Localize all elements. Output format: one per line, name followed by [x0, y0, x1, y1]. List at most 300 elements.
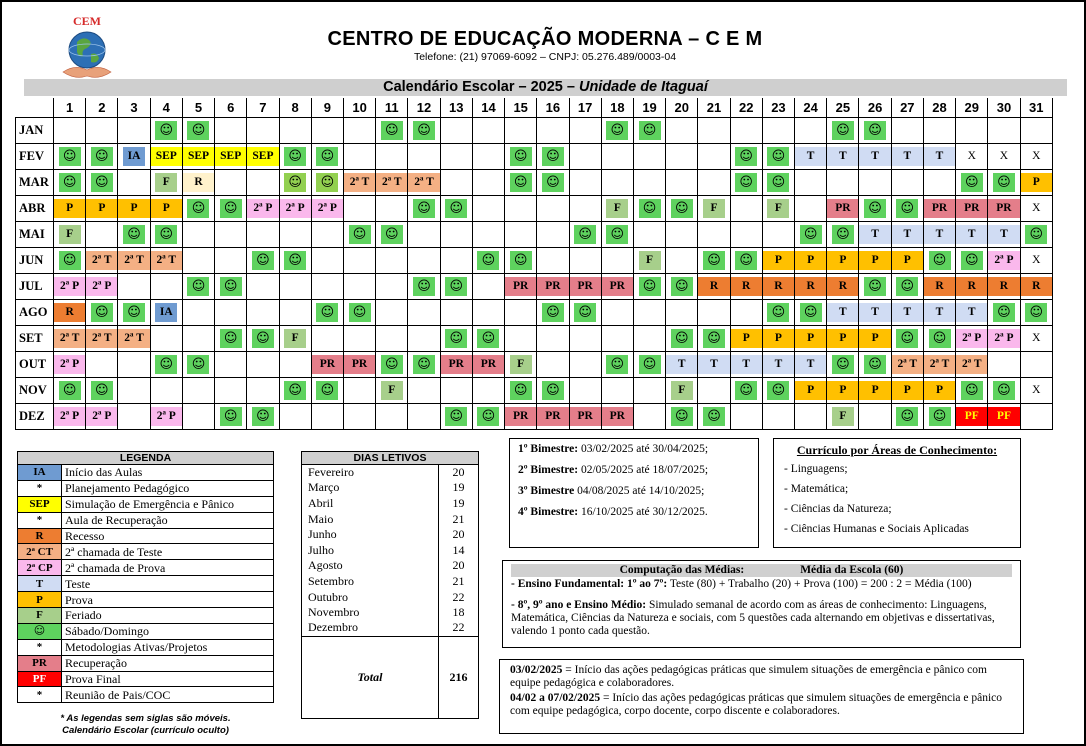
day-header: 14	[472, 98, 504, 117]
day-cell	[182, 195, 214, 221]
day-mark: F	[155, 173, 177, 192]
day-mark: F	[832, 407, 854, 426]
day-cell	[118, 325, 150, 351]
smiley-icon: ☺	[284, 251, 306, 270]
day-mark: PR	[505, 277, 536, 296]
day-mark: R	[731, 277, 762, 296]
day-cell	[54, 169, 86, 195]
day-header: 23	[762, 98, 794, 117]
day-cell	[118, 299, 150, 325]
day-header: 5	[182, 98, 214, 117]
day-cell	[408, 221, 440, 247]
day-cell	[408, 377, 440, 403]
dias-month: Julho	[302, 542, 439, 558]
day-header: 2	[86, 98, 118, 117]
day-cell	[54, 195, 86, 221]
day-mark: F	[639, 251, 661, 270]
day-cell	[311, 221, 343, 247]
smiley-icon: ☺	[59, 173, 81, 192]
smiley-icon: ☺	[252, 329, 274, 348]
month-label: JAN	[16, 117, 54, 143]
month-row	[16, 143, 1053, 169]
day-mark: T	[892, 147, 923, 166]
day-mark: PR	[570, 407, 601, 426]
day-cell	[311, 351, 343, 377]
day-header: 30	[988, 98, 1020, 117]
day-mark: R	[1021, 277, 1052, 296]
day-cell	[666, 299, 698, 325]
day-mark: 2ª P	[54, 407, 85, 426]
day-cell	[601, 143, 633, 169]
day-cell	[279, 221, 311, 247]
acao-text: = Início das ações pedagógicas práticas que simulem situações de emergência e pânico com equipe pedagógica, corpo docente, corpo discente e colaboradores.	[510, 692, 1003, 717]
day-mark: P	[763, 329, 794, 348]
day-mark: 2ª T	[956, 355, 987, 374]
day-mark: T	[795, 147, 826, 166]
day-cell	[440, 403, 472, 429]
legend-code: *	[18, 480, 62, 496]
day-cell	[601, 403, 633, 429]
day-cell	[859, 377, 891, 403]
month-label: OUT	[16, 351, 54, 377]
bimestre-dates: 03/02/2025 até 30/04/2025;	[578, 443, 709, 455]
dias-total-row	[302, 636, 479, 718]
day-cell	[505, 247, 537, 273]
day-mark: PR	[956, 199, 987, 218]
day-cell	[666, 143, 698, 169]
legend-table	[17, 451, 274, 703]
day-cell	[601, 273, 633, 299]
day-cell	[54, 221, 86, 247]
day-cell	[537, 117, 569, 143]
day-cell	[891, 169, 923, 195]
day-cell	[472, 299, 504, 325]
day-cell	[827, 325, 859, 351]
day-cell	[988, 247, 1020, 273]
day-mark: T	[763, 355, 794, 374]
day-cell	[923, 403, 955, 429]
day-cell	[343, 299, 375, 325]
day-cell	[988, 377, 1020, 403]
smiley-icon: ☺	[413, 121, 435, 140]
day-cell	[311, 403, 343, 429]
smiley-icon: ☺	[800, 225, 822, 244]
dias-count: 14	[439, 542, 479, 558]
dias-month: Junho	[302, 527, 439, 543]
dias-month: Março	[302, 480, 439, 496]
acao-text: = Início das ações pedagógicas práticas que simulem situações de emergência e pânico com equipe pedagógica e colaboradores.	[510, 664, 987, 689]
day-cell	[698, 169, 730, 195]
day-cell	[795, 221, 827, 247]
day-mark: P	[924, 381, 955, 400]
day-cell	[472, 221, 504, 247]
smiley-icon: ☺	[735, 147, 757, 166]
smiley-icon: ☺	[703, 251, 725, 270]
smiley-icon: ☺	[993, 173, 1015, 192]
day-cell	[988, 143, 1020, 169]
day-cell	[1020, 325, 1052, 351]
day-header: 17	[569, 98, 601, 117]
day-cell	[730, 221, 762, 247]
day-mark: PR	[602, 407, 633, 426]
day-cell	[827, 351, 859, 377]
day-cell	[215, 195, 247, 221]
day-cell	[376, 247, 408, 273]
day-cell	[891, 351, 923, 377]
day-cell	[569, 221, 601, 247]
day-cell	[988, 403, 1020, 429]
day-cell	[762, 325, 794, 351]
month-row	[16, 169, 1053, 195]
smiley-icon: ☺	[993, 381, 1015, 400]
day-cell	[537, 351, 569, 377]
smiley-icon: ☺	[220, 199, 242, 218]
smiley-icon: ☺	[477, 407, 499, 426]
day-cell	[923, 143, 955, 169]
day-cell	[247, 117, 279, 143]
smiley-icon: ☺	[155, 225, 177, 244]
legend-label: Início das Aulas	[62, 465, 274, 481]
curriculo-title: Currículo por Áreas de Conhecimento:	[796, 443, 998, 457]
smiley-icon: ☺	[91, 147, 113, 166]
smiley-icon: ☺	[381, 121, 403, 140]
day-mark: X	[1032, 149, 1041, 162]
day-cell	[150, 195, 182, 221]
day-cell	[698, 325, 730, 351]
day-cell	[923, 195, 955, 221]
day-cell	[311, 325, 343, 351]
day-mark: P	[731, 329, 762, 348]
day-cell	[698, 273, 730, 299]
day-cell	[311, 247, 343, 273]
day-cell	[859, 143, 891, 169]
smiley-icon: ☺	[735, 381, 757, 400]
month-label: MAR	[16, 169, 54, 195]
day-cell	[730, 351, 762, 377]
bimestre-item	[518, 485, 750, 498]
day-mark: T	[827, 303, 858, 322]
day-cell	[408, 143, 440, 169]
day-cell	[150, 403, 182, 429]
day-header: 19	[633, 98, 665, 117]
dias-count: 22	[439, 589, 479, 605]
day-cell	[569, 247, 601, 273]
legend-label: Feriado	[62, 608, 274, 624]
legend-code: 2ª CT	[18, 544, 62, 560]
day-cell	[988, 195, 1020, 221]
day-cell	[891, 247, 923, 273]
day-mark: PF	[956, 407, 987, 426]
day-cell	[150, 143, 182, 169]
day-cell	[247, 403, 279, 429]
bimestre-label: 3º Bimestre	[518, 485, 575, 497]
day-cell	[343, 195, 375, 221]
day-cell	[343, 351, 375, 377]
day-mark: P	[892, 381, 923, 400]
day-cell	[150, 273, 182, 299]
day-cell	[440, 299, 472, 325]
day-cell	[1020, 221, 1052, 247]
bimestre-dates: 04/08/2025 até 14/10/2025;	[574, 485, 705, 497]
legend-label: 2ª chamada de Teste	[62, 544, 274, 560]
day-cell	[279, 169, 311, 195]
day-cell	[440, 195, 472, 221]
day-cell	[247, 247, 279, 273]
day-mark: SEP	[215, 147, 246, 166]
smiley-icon: ☺	[18, 623, 62, 639]
day-cell	[440, 117, 472, 143]
bimestre-label: 1º Bimestre:	[518, 443, 579, 455]
day-cell	[601, 195, 633, 221]
day-cell	[182, 221, 214, 247]
dias-count: 21	[439, 574, 479, 590]
day-cell	[537, 299, 569, 325]
day-mark: 2ª P	[280, 199, 311, 218]
smiley-icon: ☺	[800, 303, 822, 322]
day-cell	[376, 403, 408, 429]
day-cell	[376, 169, 408, 195]
dias-count: 18	[439, 605, 479, 621]
day-cell	[182, 325, 214, 351]
day-mark: PR	[570, 277, 601, 296]
day-cell	[601, 299, 633, 325]
day-header: 11	[376, 98, 408, 117]
dias-month: Maio	[302, 511, 439, 527]
day-mark: 2ª T	[924, 355, 955, 374]
day-cell	[795, 247, 827, 273]
day-cell	[537, 169, 569, 195]
day-cell	[118, 403, 150, 429]
day-cell	[666, 351, 698, 377]
day-mark: PR	[924, 199, 955, 218]
day-cell	[505, 143, 537, 169]
day-cell	[311, 273, 343, 299]
day-cell	[505, 273, 537, 299]
legend-code: T	[18, 576, 62, 592]
smiley-icon: ☺	[252, 251, 274, 270]
day-cell	[86, 169, 118, 195]
medias-medio-text: Simulado semanal de acordo com as áreas de conhecimento: Linguagens, Matemática, Ciências da Natureza e sociais, com 5 questões cada alternando em objetivas e dissertativas, valendo 1 ponto cada questão.	[511, 599, 995, 637]
day-cell	[633, 377, 665, 403]
day-header: 20	[666, 98, 698, 117]
day-cell	[601, 169, 633, 195]
day-mark: R	[54, 303, 85, 322]
day-cell	[859, 273, 891, 299]
day-cell	[923, 377, 955, 403]
acoes-box	[499, 659, 1024, 734]
month-label: MAI	[16, 221, 54, 247]
day-cell	[408, 273, 440, 299]
smiley-icon: ☺	[929, 251, 951, 270]
day-cell	[537, 377, 569, 403]
dias-month: Outubro	[302, 589, 439, 605]
day-mark: R	[956, 277, 987, 296]
legend-row	[18, 687, 274, 703]
day-cell	[472, 377, 504, 403]
day-cell	[956, 273, 988, 299]
day-cell	[54, 377, 86, 403]
bimestre-dates: 02/05/2025 até 18/07/2025;	[578, 464, 709, 476]
smiley-icon: ☺	[832, 225, 854, 244]
day-cell	[762, 403, 794, 429]
day-cell	[440, 351, 472, 377]
smiley-icon: ☺	[542, 147, 564, 166]
dias-row	[302, 511, 479, 527]
smiley-icon: ☺	[510, 147, 532, 166]
day-cell	[698, 195, 730, 221]
smiley-icon: ☺	[510, 173, 532, 192]
day-header: 28	[923, 98, 955, 117]
day-cell	[150, 221, 182, 247]
day-cell	[762, 273, 794, 299]
day-cell	[601, 247, 633, 273]
day-cell	[666, 377, 698, 403]
day-cell	[279, 247, 311, 273]
day-cell	[537, 221, 569, 247]
dias-count: 19	[439, 496, 479, 512]
smiley-icon: ☺	[349, 303, 371, 322]
day-mark: F	[671, 381, 693, 400]
legend-note	[17, 713, 274, 737]
legend-code: IA	[18, 465, 62, 481]
smiley-icon: ☺	[316, 381, 338, 400]
legend-row	[18, 512, 274, 528]
day-mark: 2ª P	[312, 199, 343, 218]
medias-head-2: Média da Escola (60)	[800, 564, 904, 576]
day-cell	[633, 273, 665, 299]
day-cell	[150, 377, 182, 403]
day-cell	[472, 195, 504, 221]
day-cell	[827, 273, 859, 299]
day-mark: T	[859, 303, 890, 322]
day-mark: 2ª T	[54, 329, 85, 348]
day-cell	[956, 221, 988, 247]
day-cell	[215, 143, 247, 169]
day-mark: 2ª T	[118, 329, 149, 348]
dias-month: Agosto	[302, 558, 439, 574]
day-cell	[279, 377, 311, 403]
smiley-icon: ☺	[832, 121, 854, 140]
day-cell	[730, 247, 762, 273]
day-cell	[666, 325, 698, 351]
smiley-icon: ☺	[155, 355, 177, 374]
smiley-icon: ☺	[187, 121, 209, 140]
day-cell	[505, 117, 537, 143]
day-mark: F	[510, 355, 532, 374]
day-cell	[698, 299, 730, 325]
medias-box	[502, 560, 1021, 648]
day-cell	[182, 377, 214, 403]
day-cell	[730, 273, 762, 299]
day-mark: P	[795, 329, 826, 348]
dias-row	[302, 558, 479, 574]
day-cell	[343, 117, 375, 143]
day-cell	[376, 325, 408, 351]
day-cell	[891, 273, 923, 299]
day-cell	[376, 143, 408, 169]
day-cell	[762, 143, 794, 169]
day-cell	[472, 247, 504, 273]
acao-date: 04/02 a 07/02/2025	[510, 692, 601, 704]
smiley-icon: ☺	[123, 303, 145, 322]
day-mark: PR	[473, 355, 504, 374]
day-cell	[795, 377, 827, 403]
day-cell	[472, 403, 504, 429]
day-mark: PR	[505, 407, 536, 426]
day-cell	[698, 247, 730, 273]
legend-title: LEGENDA	[18, 452, 274, 465]
smiley-icon: ☺	[445, 199, 467, 218]
day-header: 6	[215, 98, 247, 117]
medias-medio-label: - 8º, 9º ano e Ensino Médio:	[511, 599, 647, 611]
day-cell	[505, 325, 537, 351]
day-cell	[666, 403, 698, 429]
day-cell	[1020, 273, 1052, 299]
bimestre-label: 2º Bimestre:	[518, 464, 579, 476]
legend-row	[18, 496, 274, 512]
smiley-icon: ☺	[1025, 303, 1047, 322]
legend-code: PR	[18, 655, 62, 671]
day-cell	[182, 273, 214, 299]
day-cell	[569, 299, 601, 325]
day-cell	[311, 143, 343, 169]
day-cell	[408, 195, 440, 221]
day-cell	[891, 143, 923, 169]
day-cell	[1020, 143, 1052, 169]
dias-count: 20	[439, 527, 479, 543]
day-cell	[150, 117, 182, 143]
day-cell	[376, 195, 408, 221]
day-mark: F	[767, 199, 789, 218]
day-cell	[795, 325, 827, 351]
day-cell	[956, 377, 988, 403]
day-mark: X	[1032, 331, 1041, 344]
smiley-icon: ☺	[574, 225, 596, 244]
smiley-icon: ☺	[671, 277, 693, 296]
day-cell	[827, 195, 859, 221]
day-mark: PF	[988, 407, 1019, 426]
day-cell	[343, 247, 375, 273]
day-cell	[150, 247, 182, 273]
day-header: 31	[1020, 98, 1052, 117]
day-cell	[279, 143, 311, 169]
day-cell	[472, 117, 504, 143]
day-cell	[827, 247, 859, 273]
day-cell	[215, 325, 247, 351]
day-cell	[795, 351, 827, 377]
legend-row	[18, 671, 274, 687]
day-cell	[86, 377, 118, 403]
day-cell	[891, 403, 923, 429]
month-label: NOV	[16, 377, 54, 403]
day-cell	[182, 169, 214, 195]
day-cell	[279, 195, 311, 221]
day-cell	[795, 117, 827, 143]
day-cell	[54, 143, 86, 169]
day-cell	[182, 143, 214, 169]
day-header: 15	[505, 98, 537, 117]
day-cell	[730, 403, 762, 429]
smiley-icon: ☺	[864, 277, 886, 296]
smiley-icon: ☺	[606, 355, 628, 374]
day-mark: PR	[441, 355, 472, 374]
day-cell	[891, 377, 923, 403]
smiley-icon: ☺	[606, 225, 628, 244]
day-cell	[311, 117, 343, 143]
day-cell	[762, 299, 794, 325]
smiley-icon: ☺	[896, 329, 918, 348]
day-mark: T	[924, 303, 955, 322]
